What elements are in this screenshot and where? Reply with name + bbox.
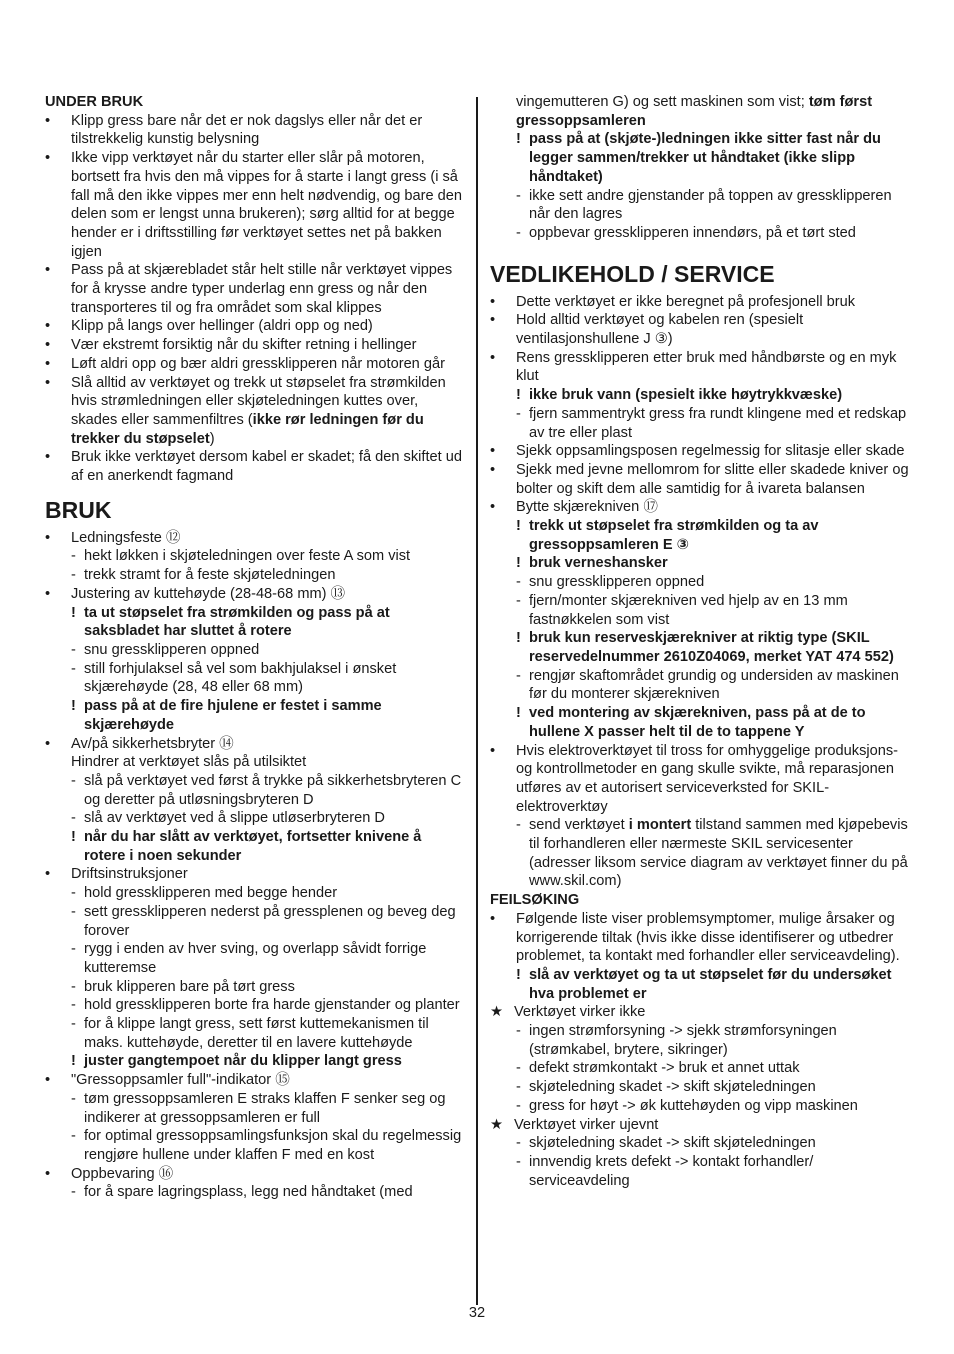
list-item-emphasis: ikke rør ledningen før du trekker du støpselet: [71, 411, 424, 447]
warning-item: ! slå av verktøyet og ta ut støpselet før du undersøket hva problemet er: [490, 966, 910, 1003]
sub-item: - hekt løkken i skjøteledningen over feste A som vist: [45, 547, 465, 566]
sub-item: - snu gressklipperen oppned: [490, 573, 910, 592]
sub-item: - ingen strømforsyning -> sjekk strømforsyningen (strømkabel, brytere, sikringer): [490, 1022, 910, 1059]
page-number: 32: [468, 1305, 486, 1321]
sub-item: - slå av verktøyet ved å slippe utløserbryteren D: [45, 809, 465, 828]
list-item: • Pass på at skjærebladet står helt stille når verktøyet vippes for å krysse andre typer underlag enn gress og når den transporteres til og fra området som skal klippes: [45, 261, 465, 317]
under-bruk-heading: UNDER BRUK: [45, 94, 144, 110]
list-item: • Vær ekstremt forsiktig når du skifter retning i hellinger: [45, 336, 465, 355]
feilsoking-heading: FEILSØKING: [490, 892, 580, 909]
sub-item: - slå på verktøyet ved først å trykke på sikkerhetsbryteren C og deretter på utløsningsbryteren D: [45, 772, 465, 809]
sub-item: - defekt strømkontakt -> bruk et annet uttak: [490, 1059, 910, 1078]
list-item: • Bruk ikke verktøyet dersom kabel er skadet; få den skiftet ud af en anerkendt fagmand: [45, 448, 465, 485]
sub-item: - oppbevar gressklipperen innendørs, på et tørt sted: [490, 224, 910, 243]
sub-item: - innvendig krets defekt -> kontakt forhandler/ serviceavdeling: [490, 1153, 910, 1190]
warning-item: ! ta ut støpselet fra strømkilden og pass på at saksbladet har sluttet å rotere: [45, 604, 465, 641]
sub-item: - for å spare lagringsplass, legg ned håndtaket (med: [45, 1183, 465, 1202]
list-item: • Hold alltid verktøyet og kabelen ren (spesielt ventilasjonshullene J ③): [490, 311, 910, 348]
list-item: • Ledningsfeste ⑫: [45, 529, 465, 548]
list-item: • Av/på sikkerhetsbryter ⑭: [45, 735, 465, 754]
sub-item: - ikke sett andre gjenstander på toppen av gressklipperen når den lagres: [490, 187, 910, 224]
sub-item: - trekk stramt for å feste skjøteledningen: [45, 566, 465, 585]
sub-item: - sett gressklipperen nederst på gressplenen og beveg deg forover: [45, 903, 465, 940]
sub-item: - rengjør skaftområdet grundig og undersiden av maskinen før du monterer skjærekniven: [490, 667, 910, 704]
sub-item: - for optimal gressoppsamlingsfunksjon skal du regelmessig rengjøre hullene under klaffen F med en kost: [45, 1127, 465, 1164]
continued-text-emphasis: tøm først gressoppsamleren: [516, 94, 873, 129]
sub-item-text: tilstand sammen med kjøpebevis til forhandleren eller nærmeste SKIL servicesenter (adresser liksom service diagram av verktøyet finner du på www.skil.com): [529, 817, 908, 890]
sub-item-emphasis: i montert: [628, 817, 692, 834]
symptom-item: ★ Verktøyet virker ikke: [490, 1003, 910, 1022]
sub-item: - skjøteledning skadet -> skift skjøteledningen: [490, 1134, 910, 1153]
list-item: • Driftsinstruksjoner: [45, 865, 465, 884]
list-item: • Bytte skjærekniven ⑰: [490, 498, 910, 517]
sub-item: - hold gressklipperen med begge hender: [45, 884, 465, 903]
list-item: • Sjekk med jevne mellomrom for slitte eller skadede kniver og bolter og skift dem alle samtidig for å ivareta balansen: [490, 461, 910, 498]
sub-item: - snu gressklipperen oppned: [45, 641, 465, 660]
right-column: [490, 93, 910, 1190]
list-item: • Justering av kuttehøyde (28-48-68 mm) ⑬: [45, 585, 465, 604]
list-item: • Rens gressklipperen etter bruk med håndbørste og en myk klut: [490, 349, 910, 386]
sub-item: - bruk klipperen bare på tørt gress: [45, 978, 465, 997]
list-item: • Sjekk oppsamlingsposen regelmessig for slitasje eller skade: [490, 442, 910, 461]
list-item: • Oppbevaring ⑯: [45, 1165, 465, 1184]
service-heading: VEDLIKEHOLD / SERVICE: [490, 260, 775, 287]
warning-item: ! pass på at (skjøte-)ledningen ikke sitter fast når du legger sammen/trekker ut håndtaket (ikke slipp håndtaket): [490, 130, 910, 186]
continued-text-plain: vingemutteren G) og sett maskinen som vist;: [516, 94, 809, 110]
sub-item: - hold gressklipperen borte fra harde gjenstander og planter: [45, 996, 465, 1015]
bruk-heading: BRUK: [45, 496, 112, 523]
warning-item: ! pass på at de fire hjulene er festet i samme skjærehøyde: [45, 697, 465, 734]
sub-item: - for å klippe langt gress, sett først kuttemekanismen til maks. kuttehøyde, deretter til en lavere kuttehøyde: [45, 1015, 465, 1052]
sub-item: - fjern/monter skjærekniven ved hjelp av en 13 mm fastnøkkelen som vist: [490, 592, 910, 629]
list-item: • Hvis elektroverktøyet til tross for omhyggelige produksjons- og kontrollmetoder en gang skulle svikte, må reparasjonen utføres av et autorisert serviceverksted for SKIL-elektroverktøy: [490, 742, 910, 817]
sub-item: - skjøteledning skadet -> skift skjøteledningen: [490, 1078, 910, 1097]
warning-item: ! ikke bruk vann (spesielt ikke høytrykkvæske): [490, 386, 910, 405]
warning-item: ! ved montering av skjærekniven, pass på at de to hullene X passer helt til de to tappene Y: [490, 704, 910, 741]
sub-item: - fjern sammentrykt gress fra rundt klingene med et redskap av tre eller plast: [490, 405, 910, 442]
list-item: [45, 374, 465, 449]
column-divider: [476, 97, 478, 1305]
sub-item: [490, 816, 910, 891]
sub-item: - gress for høyt -> øk kuttehøyden og vipp maskinen: [490, 1097, 910, 1116]
list-item: • Løft aldri opp og bær aldri gressklipperen når motoren går: [45, 355, 465, 374]
sub-item: - rygg i enden av hver sving, og overlapp såvidt forrige kutteremse: [45, 940, 465, 977]
list-item-text: ): [209, 430, 215, 447]
continued-text: [490, 93, 910, 130]
warning-item: ! bruk verneshansker: [490, 554, 910, 573]
sub-item-text: send verktøyet: [529, 817, 629, 834]
list-item: • Dette verktøyet er ikke beregnet på profesjonell bruk: [490, 293, 910, 312]
item-description: Hindrer at verktøyet slås på utilsiktet: [71, 754, 307, 771]
list-item: • Følgende liste viser problemsymptomer, mulige årsaker og korrigerende tiltak (hvis ikke disse identifiserer og utbedrer problemet, ta kontakt med forhandler eller serviceavdeling).: [490, 910, 910, 966]
sub-item: - tøm gressoppsamleren E straks klaffen F senker seg og indikerer at gressoppsamleren er full: [45, 1090, 465, 1127]
sub-item: - still forhjulaksel så vel som bakhjulaksel i ønsket skjærehøyde (28, 48 eller 68 mm): [45, 660, 465, 697]
symptom-item: ★ Verktøyet virker ujevnt: [490, 1116, 910, 1135]
list-item-text: Slå alltid av verktøyet og trekk ut støpselet fra strømkilden hvis strømledningen eller skjøteledningen kuttes over, skades eller sammenfiltres (: [71, 374, 446, 428]
warning-item: ! trekk ut støpselet fra strømkilden og ta av gressoppsamleren E ③: [490, 517, 910, 554]
list-item: • Klipp på langs over hellinger (aldri opp og ned): [45, 317, 465, 336]
left-column: [45, 93, 465, 1202]
warning-item: ! juster gangtempoet når du klipper langt gress: [45, 1052, 465, 1071]
warning-item: ! når du har slått av verktøyet, fortsetter knivene å rotere i noen sekunder: [45, 828, 465, 865]
warning-item: ! bruk kun reserveskjærekniver at riktig type (SKIL reservedelnummer 2610Z04069, merket YAT 474 552): [490, 629, 910, 666]
list-item: • Ikke vipp verktøyet når du starter eller slår på motoren, bortsett fra hvis den må vippes for å starte i langt gress (i så fall må den ikke vippes mer enn helt nødvendig, og bare den delen som er lengst unna brukeren); sørg alltid for at begge hender er i driftsstilling før verktøyet settes net på bakken igjen: [45, 149, 465, 261]
list-item: • Klipp gress bare når det er nok dagslys eller når det er tilstrekkelig kunstig belysning: [45, 112, 465, 149]
list-item: • "Gressoppsamler full"-indikator ⑮: [45, 1071, 465, 1090]
